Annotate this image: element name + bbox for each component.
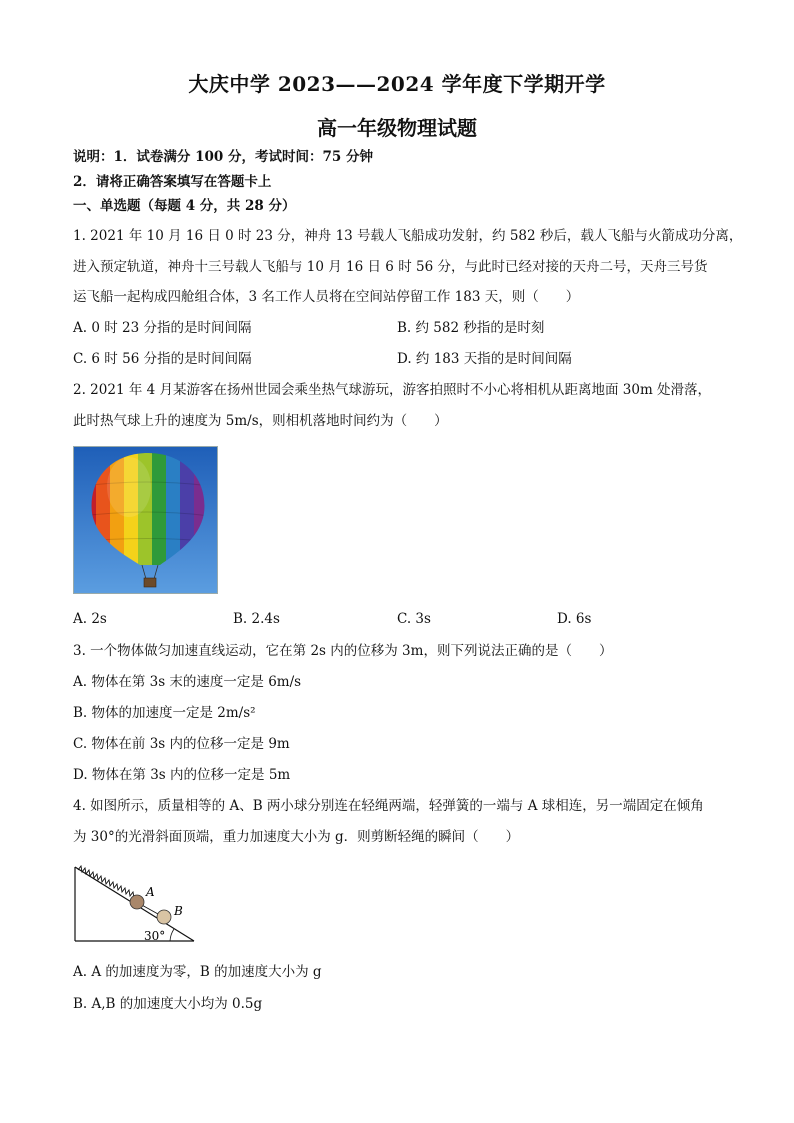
q2-stem-line-2: 此时热气球上升的速度为 5m/s，则相机落地时间约为（ ）: [73, 413, 448, 429]
ball-b: [157, 910, 171, 924]
incline-figure: [70, 862, 200, 947]
label-b: B: [174, 904, 183, 918]
ball-a: [130, 895, 144, 909]
q2-option-b: B. 2.4s: [233, 611, 280, 627]
instruction-line-2: 2．请将正确答案填写在答题卡上: [73, 174, 272, 190]
q4-option-a: A. A 的加速度为零，B 的加速度大小为 g: [73, 964, 322, 980]
q2-option-c: C. 3s: [397, 611, 431, 627]
q2-option-d: D. 6s: [557, 611, 592, 627]
incline-diagram: [70, 862, 200, 947]
section-title-single-choice: 一、单选题（每题 4 分，共 28 分）: [73, 198, 296, 214]
instruction-line-1: 说明：1．试卷满分 100 分，考试时间：75 分钟: [73, 149, 373, 165]
hot-air-balloon-illustration: [74, 447, 217, 593]
q4-stem-line-1: 4. 如图所示，质量相等的 A、B 两小球分别连在轻绳两端，轻弹簧的一端与 A 球相连，另一端固定在倾角: [73, 798, 704, 814]
q4-option-b: B. A,B 的加速度大小均为 0.5g: [73, 996, 263, 1012]
q1-option-d: D. 约 183 天指的是时间间隔: [397, 351, 572, 367]
angle-label: 30°: [144, 929, 166, 943]
q4-stem-line-2: 为 30°的光滑斜面顶端，重力加速度大小为 g．则剪断轻绳的瞬间（ ）: [73, 829, 520, 845]
q1-option-b: B. 约 582 秒指的是时刻: [397, 320, 545, 336]
q1-option-c: C. 6 时 56 分指的是时间间隔: [73, 351, 252, 367]
spring: [78, 866, 134, 898]
hot-air-balloon-image: [73, 446, 218, 594]
q1-stem-line-2: 进入预定轨道，神舟十三号载人飞船与 10 月 16 日 6 时 56 分，与此时已经对接的天舟二号，天舟三号货: [73, 259, 708, 275]
q3-option-d: D. 物体在第 3s 内的位移一定是 5m: [73, 767, 291, 783]
q3-option-a: A. 物体在第 3s 末的速度一定是 6m/s: [73, 674, 302, 690]
q2-option-a: A. 2s: [73, 611, 107, 627]
q3-option-b: B. 物体的加速度一定是 2m/s²: [73, 705, 256, 721]
label-a: A: [146, 885, 155, 899]
q1-option-a: A. 0 时 23 分指的是时间间隔: [73, 320, 252, 336]
q1-stem-line-1: 1. 2021 年 10 月 16 日 0 时 23 分，神舟 13 号载人飞船成功发射，约 582 秒后，载人飞船与火箭成功分离，: [73, 228, 743, 244]
q3-option-c: C. 物体在前 3s 内的位移一定是 9m: [73, 736, 290, 752]
q3-stem: 3. 一个物体做匀加速直线运动，它在第 2s 内的位移为 3m，则下列说法正确的是（ ）: [73, 643, 613, 659]
q2-stem-line-1: 2. 2021 年 4 月某游客在扬州世园会乘坐热气球游玩，游客拍照时不小心将相机从距离地面 30m 处滑落，: [73, 382, 712, 398]
q1-stem-line-3: 运飞船一起构成四舱组合体，3 名工作人员将在空间站停留工作 183 天，则（ ）: [73, 289, 580, 305]
exam-subtitle: 高一年级物理试题: [317, 116, 477, 140]
exam-title: 大庆中学 2023——2024 学年度下学期开学: [188, 72, 606, 96]
